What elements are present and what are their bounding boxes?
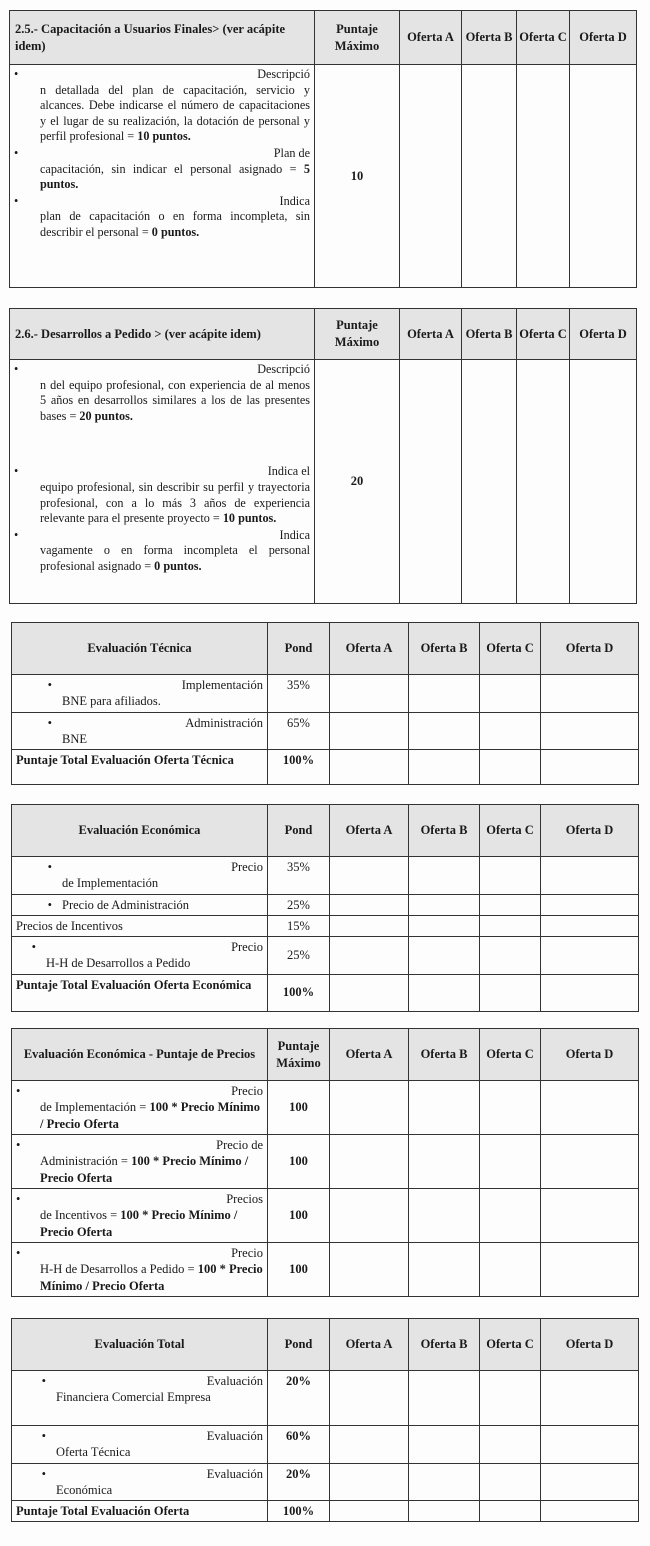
offer-b-cell	[462, 360, 517, 604]
bullet: •	[14, 67, 19, 81]
table-row: • Evaluación Financiera Comercial Empresa	[12, 1371, 268, 1426]
pond-value: 25%	[268, 937, 330, 975]
table-row: • Precio H-H de Desarrollos a Pedido = 100 * Precio Mínimo / Precio Oferta	[12, 1243, 268, 1297]
table-row: • Administración BNE	[12, 712, 268, 750]
bullet: •	[16, 1138, 21, 1152]
max-score-header: Puntaje Máximo	[268, 1029, 330, 1081]
offer-c-cell	[517, 360, 570, 604]
eval-precios-table	[11, 1028, 639, 1297]
offer-b-header: Oferta B	[462, 309, 517, 360]
offer-c-header: Oferta C	[517, 11, 570, 65]
total-label: Puntaje Total Evaluación Oferta Técnica	[12, 750, 268, 785]
capacitacion-table	[9, 10, 637, 288]
offer-a-header: Oferta A	[330, 805, 409, 857]
offer-d-header: Oferta D	[541, 623, 639, 675]
eval-tecnica-table	[11, 622, 639, 785]
pond-value: 20%	[268, 1371, 330, 1426]
table-row: • Precio H-H de Desarrollos a Pedido	[12, 937, 268, 975]
table-row: • Implementación BNE para afiliados.	[12, 675, 268, 713]
max-score: 10	[315, 65, 400, 288]
offer-a-header: Oferta A	[330, 1029, 409, 1081]
offer-b-cell	[462, 65, 517, 288]
offer-b-header: Oferta B	[462, 11, 517, 65]
max-score: 100	[268, 1243, 330, 1297]
max-score: 100	[268, 1189, 330, 1243]
eval-economica-table	[11, 804, 639, 1012]
offer-b-header: Oferta B	[409, 1029, 480, 1081]
offer-b-header: Oferta B	[409, 805, 480, 857]
offer-c-header: Oferta C	[480, 623, 541, 675]
table-row: • Precio de Implementación	[12, 857, 268, 895]
offer-a-header: Oferta A	[330, 1319, 409, 1371]
total-label: Puntaje Total Evaluación Oferta	[12, 1501, 268, 1522]
total-label: Puntaje Total Evaluación Oferta Económica	[12, 974, 268, 1011]
bullet: •	[47, 897, 52, 912]
bullet: •	[41, 1466, 46, 1481]
pond-value: 65%	[268, 712, 330, 750]
table-row: • Precios de Incentivos = 100 * Precio Mínimo / Precio Oferta	[12, 1189, 268, 1243]
max-score-header: Puntaje Máximo	[315, 309, 400, 360]
section-title: 2.5.- Capacitación a Usuarios Finales> (ver acápite idem)	[10, 11, 315, 65]
criteria-list	[10, 360, 315, 604]
list-item: • Indica el equipo profesional, sin describir su perfil y trayectoria profesional, con a lo más 3 años de experiencia relevante para el presente proyecto = 10 puntos.	[14, 464, 310, 526]
section-title: 2.6.- Desarrollos a Pedido > (ver acápite idem)	[10, 309, 315, 360]
criteria-list	[10, 65, 315, 288]
offer-a-header: Oferta A	[400, 309, 462, 360]
max-score-header: Puntaje Máximo	[315, 11, 400, 65]
section-title: Evaluación Económica - Puntaje de Precios	[12, 1029, 268, 1081]
total-pond: 100%	[268, 750, 330, 785]
max-score: 100	[268, 1135, 330, 1189]
list-item: • Indica vagamente o en forma incompleta el personal profesional asignado = 0 puntos.	[14, 527, 310, 574]
offer-c-cell	[517, 65, 570, 288]
section-title: Evaluación Total	[12, 1319, 268, 1371]
offer-d-header: Oferta D	[570, 11, 637, 65]
pond-header: Pond	[268, 623, 330, 675]
total-pond: 100%	[268, 974, 330, 1011]
pond-value: 60%	[268, 1426, 330, 1464]
desarrollos-table	[9, 308, 637, 604]
bullet: •	[16, 1084, 21, 1098]
eval-total-table	[11, 1318, 639, 1522]
bullet: •	[31, 940, 36, 954]
max-score: 20	[315, 360, 400, 604]
offer-a-header: Oferta A	[330, 623, 409, 675]
table-row: • Evaluación Económica	[12, 1463, 268, 1501]
list-item: • Plan de capacitación, sin indicar el personal asignado = 5 puntos.	[14, 146, 310, 192]
bullet: •	[16, 1192, 21, 1206]
offer-d-header: Oferta D	[541, 1029, 639, 1081]
section-title: Evaluación Técnica	[12, 623, 268, 675]
pond-value: 35%	[268, 675, 330, 713]
offer-c-header: Oferta C	[517, 309, 570, 360]
list-item: • Descripció n detallada del plan de capacitación, servicio y alcances. Debe indicarse el número de capacitaciones y el lugar de su realización, la dotación de personal y perfil profesional = 10 puntos.	[14, 67, 310, 144]
pond-value: 20%	[268, 1463, 330, 1501]
table-row: • Precio de Administración	[12, 894, 268, 915]
offer-a-cell	[400, 65, 462, 288]
total-pond: 100%	[268, 1501, 330, 1522]
offer-d-cell	[570, 360, 637, 604]
offer-c-header: Oferta C	[480, 1319, 541, 1371]
offer-d-header: Oferta D	[570, 309, 637, 360]
table-row: Precios de Incentivos	[12, 915, 268, 936]
offer-d-cell	[570, 65, 637, 288]
table-row: • Precio de Administración = 100 * Precio Mínimo / Precio Oferta	[12, 1135, 268, 1189]
max-score: 100	[268, 1081, 330, 1135]
pond-value: 35%	[268, 857, 330, 895]
offer-a-cell	[400, 360, 462, 604]
offer-d-header: Oferta D	[541, 1319, 639, 1371]
pond-header: Pond	[268, 805, 330, 857]
offer-c-header: Oferta C	[480, 805, 541, 857]
bullet: •	[41, 1429, 46, 1443]
pond-value: 15%	[268, 915, 330, 936]
bullet: •	[14, 193, 19, 208]
offer-b-header: Oferta B	[409, 1319, 480, 1371]
bullet: •	[47, 860, 52, 874]
bullet: •	[47, 715, 52, 730]
bullet: •	[14, 362, 19, 376]
bullet: •	[16, 1246, 21, 1260]
offer-c-header: Oferta C	[480, 1029, 541, 1081]
bullet: •	[14, 146, 19, 161]
pond-value: 25%	[268, 894, 330, 915]
list-item: • Descripció n del equipo profesional, con experiencia de al menos 5 años en desarrollos similares a los de las presentes bases = 20 puntos.	[14, 362, 310, 423]
pond-header: Pond	[268, 1319, 330, 1371]
table-row: • Evaluación Oferta Técnica	[12, 1426, 268, 1464]
offer-b-header: Oferta B	[409, 623, 480, 675]
table-row: • Precio de Implementación = 100 * Precio Mínimo / Precio Oferta	[12, 1081, 268, 1135]
bullet: •	[47, 678, 52, 692]
list-item: • Indica plan de capacitación o en forma incompleta, sin describir el personal = 0 puntos.	[14, 193, 310, 240]
section-title: Evaluación Económica	[12, 805, 268, 857]
bullet: •	[41, 1374, 46, 1388]
bullet: •	[14, 527, 19, 542]
bullet: •	[14, 464, 19, 479]
offer-a-header: Oferta A	[400, 11, 462, 65]
offer-d-header: Oferta D	[541, 805, 639, 857]
